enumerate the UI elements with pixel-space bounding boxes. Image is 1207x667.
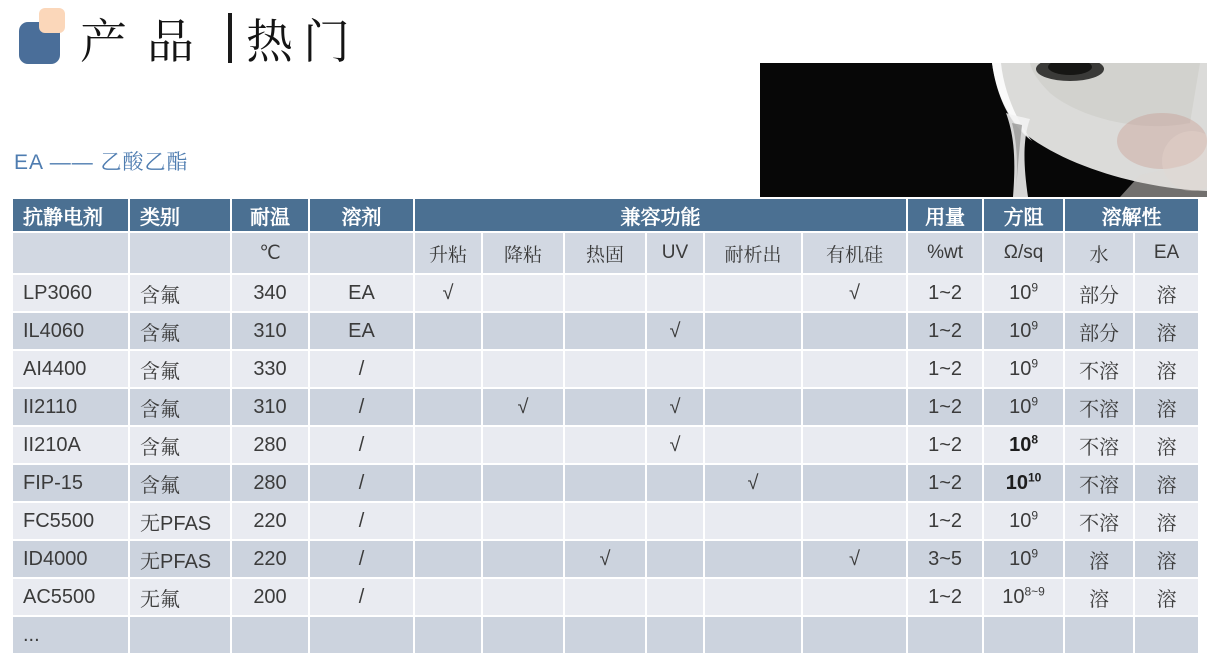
header-compat: 兼容功能: [415, 199, 906, 231]
cell-product-name: LP3060: [13, 275, 128, 311]
cell-compat: [415, 579, 481, 615]
cell-water: 不溶: [1065, 503, 1133, 539]
cell-compat: √: [565, 541, 645, 577]
cell-dosage: 1~2: [908, 389, 982, 425]
cell-blank: [310, 233, 413, 273]
cell-water: 不溶: [1065, 389, 1133, 425]
cell-temp: 220: [232, 541, 308, 577]
table-row: [13, 541, 1198, 577]
cell-compat: √: [647, 427, 703, 463]
page-title: [80, 8, 360, 68]
cell-dosage: 3~5: [908, 541, 982, 577]
cell-product-name: II210A: [13, 427, 128, 463]
cell-compat: [565, 351, 645, 387]
cell-temp: 310: [232, 313, 308, 349]
header-category: 类别: [130, 199, 230, 231]
title-divider: [228, 13, 232, 63]
cell-blank: [565, 617, 645, 653]
cell-dosage: 1~2: [908, 351, 982, 387]
cell-water: 不溶: [1065, 465, 1133, 501]
cell-temp: 280: [232, 465, 308, 501]
table-row: [13, 313, 1198, 349]
cell-dosage: 1~2: [908, 465, 982, 501]
products-table: [11, 197, 1200, 655]
table-row: [13, 275, 1198, 311]
cell-solvent: /: [310, 503, 413, 539]
cell-ea: 溶: [1135, 351, 1198, 387]
subheader-water: 水: [1065, 233, 1133, 273]
cell-compat: [565, 275, 645, 311]
cell-dosage: 1~2: [908, 503, 982, 539]
cell-solvent: /: [310, 389, 413, 425]
cell-water: 部分: [1065, 275, 1133, 311]
cell-solvent: /: [310, 541, 413, 577]
section-subtitle: EA —— 乙酸乙酯: [14, 151, 189, 174]
cell-compat: [415, 465, 481, 501]
cell-blank: [130, 233, 230, 273]
cell-compat: [803, 313, 906, 349]
table-row: [13, 579, 1198, 615]
liquid-pour-photo: [760, 63, 1207, 197]
cell-temp: 220: [232, 503, 308, 539]
cell-temp: 340: [232, 275, 308, 311]
cell-resistance: $10^8$: [984, 427, 1063, 463]
cell-compat: [705, 541, 801, 577]
cell-water: 部分: [1065, 313, 1133, 349]
cell-category: 含氟: [130, 465, 230, 501]
cell-temp: 330: [232, 351, 308, 387]
cell-solvent: EA: [310, 313, 413, 349]
subheader-compat: 降粘: [483, 233, 563, 273]
cell-category: 含氟: [130, 275, 230, 311]
cell-category: 无氟: [130, 579, 230, 615]
subheader-compat: 升粘: [415, 233, 481, 273]
cell-compat: [415, 541, 481, 577]
cell-resistance: $10^9$: [984, 275, 1063, 311]
cell-temp: 310: [232, 389, 308, 425]
cell-blank: [984, 617, 1063, 653]
table-row-ellipsis: [13, 617, 1198, 653]
cell-ellipsis: ...: [13, 617, 128, 653]
subheader-temp-unit: ℃: [232, 233, 308, 273]
table-row: [13, 503, 1198, 539]
cell-ea: 溶: [1135, 275, 1198, 311]
cell-category: 无PFAS: [130, 541, 230, 577]
cell-compat: [647, 503, 703, 539]
cell-blank: [647, 617, 703, 653]
cell-compat: [483, 503, 563, 539]
cell-temp: 280: [232, 427, 308, 463]
cell-compat: [705, 503, 801, 539]
cell-water: 不溶: [1065, 351, 1133, 387]
cell-compat: [483, 275, 563, 311]
cell-compat: [565, 313, 645, 349]
cell-blank: [483, 617, 563, 653]
cell-blank: [1135, 617, 1198, 653]
cell-product-name: ID4000: [13, 541, 128, 577]
cell-compat: [483, 351, 563, 387]
cell-dosage: 1~2: [908, 427, 982, 463]
title-hot: 热门: [246, 16, 360, 69]
cell-compat: [565, 503, 645, 539]
table-row: [13, 465, 1198, 501]
cell-compat: [483, 313, 563, 349]
brand-logo: [14, 8, 72, 66]
subheader-compat: 热固: [565, 233, 645, 273]
subheader-ea: EA: [1135, 233, 1198, 273]
cell-water: 溶: [1065, 541, 1133, 577]
cell-compat: √: [483, 389, 563, 425]
cell-compat: [803, 465, 906, 501]
cell-compat: [483, 541, 563, 577]
title-products: 产品: [80, 16, 214, 69]
cell-water: 不溶: [1065, 427, 1133, 463]
cell-product-name: IL4060: [13, 313, 128, 349]
cell-compat: √: [803, 541, 906, 577]
cell-water: 溶: [1065, 579, 1133, 615]
cell-compat: [565, 389, 645, 425]
cell-compat: [705, 275, 801, 311]
cell-solvent: /: [310, 579, 413, 615]
header-antistatic: 抗静电剂: [13, 199, 128, 231]
cell-compat: [803, 351, 906, 387]
cell-category: 无PFAS: [130, 503, 230, 539]
subheader-compat: 耐析出: [705, 233, 801, 273]
cell-ea: 溶: [1135, 503, 1198, 539]
table-row: [13, 427, 1198, 463]
cell-product-name: FC5500: [13, 503, 128, 539]
cell-compat: [705, 427, 801, 463]
cell-product-name: II2110: [13, 389, 128, 425]
cell-solvent: /: [310, 465, 413, 501]
cell-category: 含氟: [130, 389, 230, 425]
cell-compat: [565, 465, 645, 501]
cell-resistance: $10^9$: [984, 503, 1063, 539]
subheader-compat: UV: [647, 233, 703, 273]
cell-blank: [705, 617, 801, 653]
table-row: [13, 351, 1198, 387]
cell-compat: [565, 579, 645, 615]
cell-solvent: /: [310, 351, 413, 387]
cell-compat: [803, 503, 906, 539]
cell-ea: 溶: [1135, 541, 1198, 577]
cell-compat: [803, 427, 906, 463]
cell-compat: [483, 427, 563, 463]
cell-product-name: FIP-15: [13, 465, 128, 501]
cell-solvent: /: [310, 427, 413, 463]
cell-compat: [705, 389, 801, 425]
subheader-compat: 有机硅: [803, 233, 906, 273]
table-header-row: [13, 199, 1198, 231]
cell-dosage: 1~2: [908, 313, 982, 349]
cell-compat: √: [647, 389, 703, 425]
cell-compat: [705, 351, 801, 387]
cell-compat: [803, 579, 906, 615]
cell-compat: [415, 389, 481, 425]
cell-compat: [483, 579, 563, 615]
header-dosage: 用量: [908, 199, 982, 231]
cell-product-name: AC5500: [13, 579, 128, 615]
cell-compat: [415, 503, 481, 539]
cell-blank: [13, 233, 128, 273]
table-subheader-row: [13, 233, 1198, 273]
cell-compat: [705, 313, 801, 349]
header-solubility: 溶解性: [1065, 199, 1198, 231]
cell-compat: [647, 275, 703, 311]
cell-resistance: $10^9$: [984, 389, 1063, 425]
subheader-resistance-unit: Ω/sq: [984, 233, 1063, 273]
cell-compat: √: [705, 465, 801, 501]
cell-compat: √: [803, 275, 906, 311]
cell-category: 含氟: [130, 427, 230, 463]
cell-compat: [565, 427, 645, 463]
header-resistance: 方阻: [984, 199, 1063, 231]
cell-compat: [415, 313, 481, 349]
cell-blank: [415, 617, 481, 653]
cell-compat: [415, 427, 481, 463]
cell-ea: 溶: [1135, 313, 1198, 349]
cell-blank: [310, 617, 413, 653]
cell-solvent: EA: [310, 275, 413, 311]
cell-compat: [647, 541, 703, 577]
cell-compat: [483, 465, 563, 501]
table-row: [13, 389, 1198, 425]
cell-dosage: 1~2: [908, 579, 982, 615]
cell-compat: √: [415, 275, 481, 311]
cell-blank: [803, 617, 906, 653]
cell-resistance: $10^9$: [984, 541, 1063, 577]
cell-blank: [1065, 617, 1133, 653]
logo-peach-square-icon: [39, 8, 65, 33]
cell-ea: 溶: [1135, 579, 1198, 615]
cell-blank: [232, 617, 308, 653]
cell-product-name: AI4400: [13, 351, 128, 387]
cell-compat: [705, 579, 801, 615]
cell-resistance: $10^{10}$: [984, 465, 1063, 501]
cell-compat: [647, 579, 703, 615]
header-solvent: 溶剂: [310, 199, 413, 231]
cell-category: 含氟: [130, 351, 230, 387]
cell-blank: [130, 617, 230, 653]
cell-dosage: 1~2: [908, 275, 982, 311]
cell-ea: 溶: [1135, 389, 1198, 425]
subheader-dosage-unit: %wt: [908, 233, 982, 273]
cell-temp: 200: [232, 579, 308, 615]
cell-compat: [647, 351, 703, 387]
header-temp: 耐温: [232, 199, 308, 231]
cell-ea: 溶: [1135, 465, 1198, 501]
cell-category: 含氟: [130, 313, 230, 349]
cell-ea: 溶: [1135, 427, 1198, 463]
cell-resistance: $10^9$: [984, 313, 1063, 349]
cell-blank: [908, 617, 982, 653]
cell-compat: [415, 351, 481, 387]
cell-compat: √: [647, 313, 703, 349]
cell-compat: [803, 389, 906, 425]
cell-compat: [647, 465, 703, 501]
cell-resistance: $10^9$: [984, 351, 1063, 387]
cell-resistance: $10^{8\sim 9}$: [984, 579, 1063, 615]
